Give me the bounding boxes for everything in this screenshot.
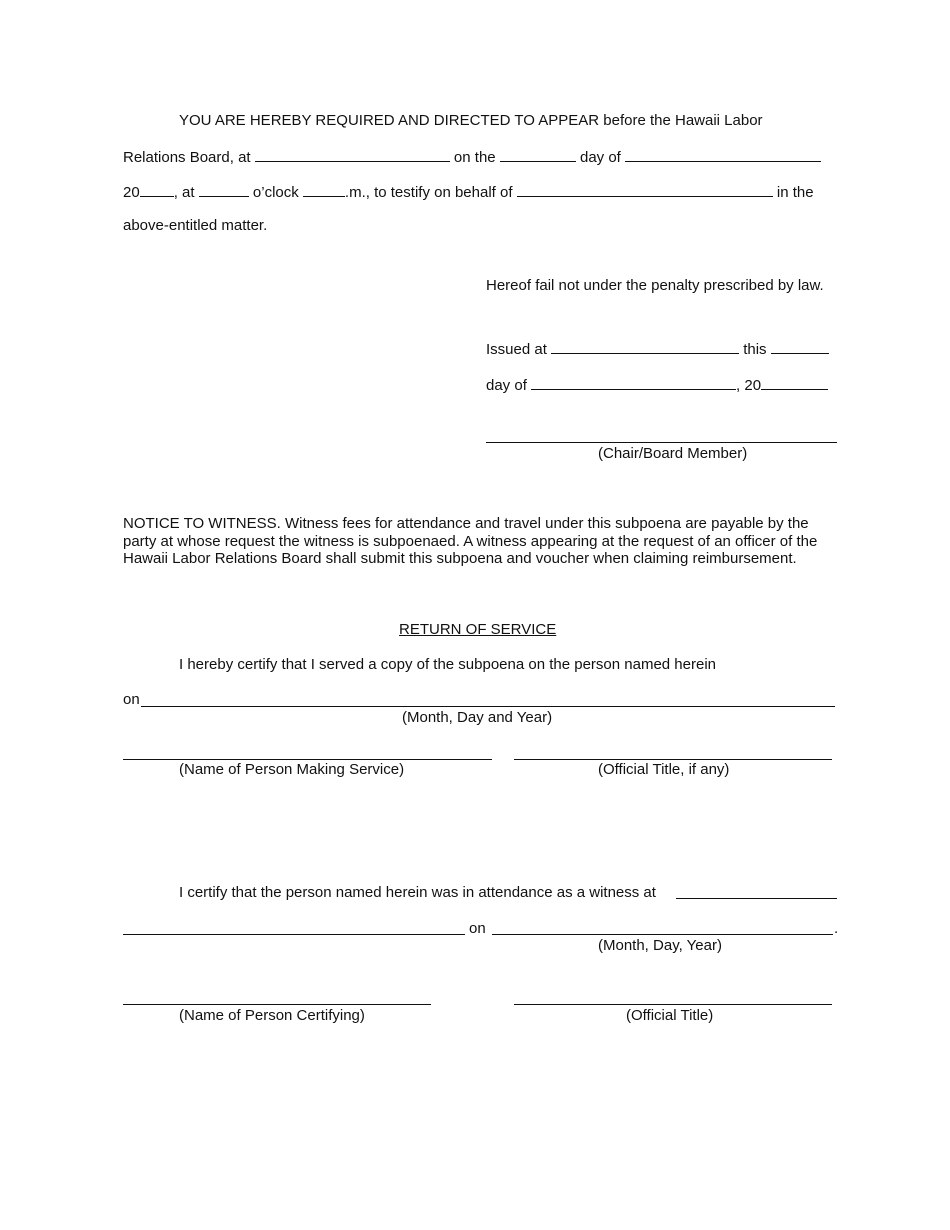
certifier-name-line[interactable]	[123, 1004, 431, 1005]
directive-text: on the	[453, 149, 496, 166]
notice-to-witness	[123, 515, 839, 568]
issued-place-blank[interactable]	[551, 339, 739, 354]
return-of-service-title: RETURN OF SERVICE	[399, 621, 557, 638]
directive-text: 20	[123, 184, 140, 201]
party-blank[interactable]	[517, 182, 773, 197]
directive-text: o’clock	[252, 184, 299, 201]
directive-line-2	[123, 147, 821, 167]
directive-line-3	[123, 182, 814, 202]
notice-body: . Witness fees for attendance and travel under this subpoena are payable by the party at whose request the witness is subpoenaed. A witness appearing at the request of an officer of the Hawaii Labor Relations Board shall submit this subpoena and voucher when claiming reimbursement.	[123, 515, 818, 567]
server-title-line[interactable]	[514, 759, 832, 760]
location-blank[interactable]	[255, 147, 450, 162]
issued-year-blank[interactable]	[761, 375, 828, 390]
chair-signature-line[interactable]	[486, 442, 837, 443]
attendance-date-label: (Month, Day, Year)	[598, 937, 722, 954]
issued-month-blank[interactable]	[531, 375, 736, 390]
issued-text: day of	[486, 377, 527, 394]
directive-line-4: above-entitled matter.	[123, 217, 268, 234]
directive-text: .m., to testify on behalf of	[344, 184, 513, 201]
server-name-label: (Name of Person Making Service)	[179, 761, 405, 778]
chair-signature-label: (Chair/Board Member)	[598, 445, 748, 462]
issued-text: this	[743, 341, 767, 358]
hour-blank[interactable]	[199, 182, 249, 197]
directive-text: day of	[579, 149, 621, 166]
issued-line-1	[486, 339, 829, 359]
issued-line-2	[486, 375, 828, 395]
service-date-line[interactable]	[141, 706, 835, 707]
issued-text: , 20	[736, 377, 762, 394]
am-pm-blank[interactable]	[303, 182, 345, 197]
penalty-text: Hereof fail not under the penalty prescribed by law.	[486, 277, 824, 294]
attendance-period: .	[834, 920, 839, 937]
attendance-date-line[interactable]	[492, 934, 833, 935]
certifier-title-label: (Official Title)	[626, 1007, 714, 1024]
server-name-line[interactable]	[123, 759, 492, 760]
certifier-title-line[interactable]	[514, 1004, 832, 1005]
day-number-blank[interactable]	[500, 147, 576, 162]
service-certify-text: I hereby certify that I served a copy of the subpoena on the person named herein	[179, 656, 717, 673]
attendance-place-line-2[interactable]	[123, 934, 465, 935]
month-blank[interactable]	[625, 147, 821, 162]
directive-text: , at	[173, 184, 195, 201]
server-title-label: (Official Title, if any)	[598, 761, 730, 778]
attendance-place-line[interactable]	[676, 898, 837, 899]
directive-text: Relations Board, at	[123, 149, 251, 166]
service-date-label: (Month, Day and Year)	[402, 709, 553, 726]
directive-line-1: YOU ARE HEREBY REQUIRED AND DIRECTED TO APPEAR before the Hawaii Labor	[179, 112, 763, 129]
certifier-name-label: (Name of Person Certifying)	[179, 1007, 365, 1024]
issued-day-blank[interactable]	[771, 339, 829, 354]
attendance-on-label: on	[469, 920, 486, 937]
directive-text: in the	[776, 184, 814, 201]
attendance-certify-text: I certify that the person named herein was in attendance as a witness at	[179, 884, 656, 901]
service-on-label: on	[123, 691, 140, 708]
issued-text: Issued at	[486, 341, 547, 358]
year-blank[interactable]	[140, 182, 174, 197]
notice-heading: NOTICE TO WITNESS	[123, 515, 277, 532]
